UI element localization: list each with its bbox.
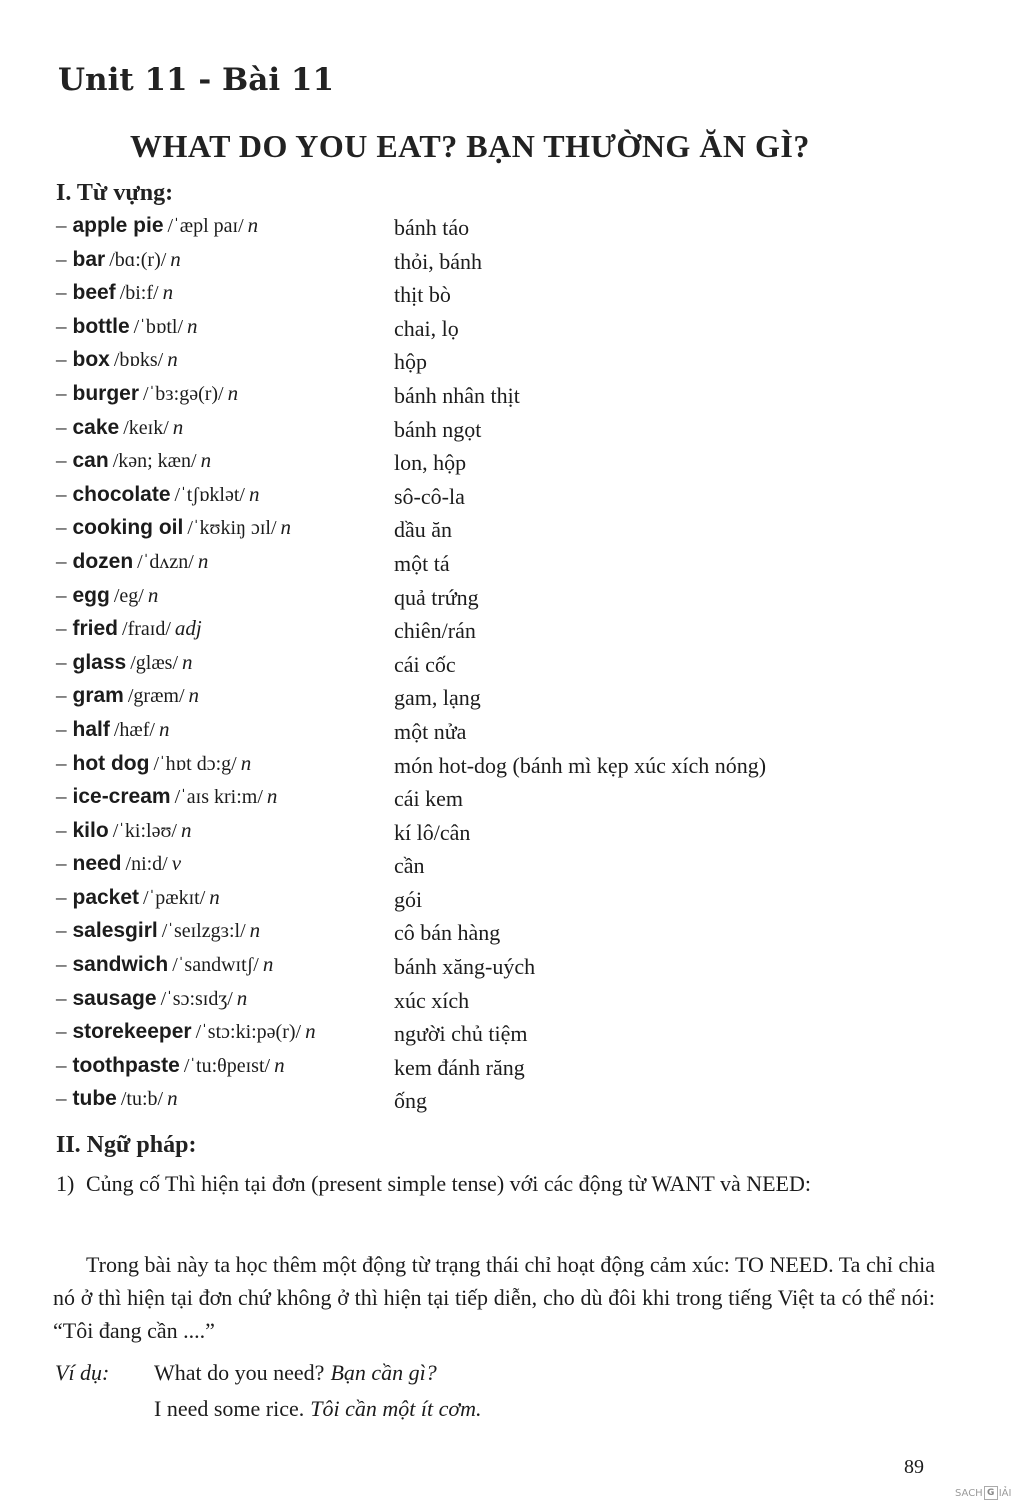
vocabulary-entry xyxy=(56,818,191,843)
vocabulary-pronunciation: /ˈaɪs kri:m/ xyxy=(174,786,263,809)
vocabulary-entry xyxy=(56,717,169,742)
vocabulary-meaning: bánh xăng-uých xyxy=(394,954,536,980)
vocabulary-meaning: thỏi, bánh xyxy=(394,248,482,274)
vocabulary-item xyxy=(56,918,956,952)
vocabulary-part-of-speech: n xyxy=(249,918,261,943)
vocabulary-entry xyxy=(56,1086,178,1111)
vocabulary-item xyxy=(56,549,956,583)
vocabulary-part-of-speech: v xyxy=(171,851,182,876)
list-dash: – xyxy=(56,817,67,842)
vocabulary-meaning: cần xyxy=(394,853,425,879)
list-dash: – xyxy=(56,784,67,809)
vocabulary-pronunciation: /græm/ xyxy=(127,685,185,708)
vocabulary-entry xyxy=(56,515,291,540)
vocabulary-part-of-speech: n xyxy=(182,649,193,674)
vocabulary-word: burger xyxy=(72,381,140,405)
vocabulary-part-of-speech: n xyxy=(167,347,178,372)
vocabulary-entry xyxy=(56,381,238,406)
vocabulary-part-of-speech: n xyxy=(227,380,239,405)
vocabulary-meaning: bánh táo xyxy=(394,215,470,240)
vocabulary-heading: I. Từ vựng: xyxy=(56,180,174,206)
vocabulary-entry xyxy=(56,347,178,372)
page-number: 89 xyxy=(904,1456,924,1478)
vocabulary-pronunciation: /keɪk/ xyxy=(123,416,169,439)
vocabulary-part-of-speech: n xyxy=(188,683,200,708)
vocabulary-word: ice-cream xyxy=(72,785,171,809)
vocabulary-entry xyxy=(56,213,258,238)
vocabulary-part-of-speech: n xyxy=(180,817,192,842)
vocabulary-word: can xyxy=(72,449,109,473)
vocabulary-item xyxy=(56,482,956,516)
example-english: I need some rice. xyxy=(154,1396,305,1421)
vocabulary-pronunciation: /ˈki:ləʊ/ xyxy=(112,819,177,842)
vocabulary-part-of-speech: n xyxy=(187,313,198,338)
vocabulary-entry xyxy=(56,851,181,876)
vocabulary-pronunciation: /ˈbɜ:gə(r)/ xyxy=(143,382,224,405)
vocabulary-item xyxy=(56,213,956,247)
vocabulary-item xyxy=(56,247,956,281)
vocabulary-pronunciation: /ˈtʃɒklət/ xyxy=(174,483,245,506)
vocabulary-pronunciation: /fraɪd/ xyxy=(122,618,171,641)
vocabulary-item xyxy=(56,683,956,717)
vocabulary-pronunciation: /eg/ xyxy=(113,584,144,607)
vocabulary-entry xyxy=(56,448,211,473)
vocabulary-item xyxy=(56,515,956,549)
vocabulary-item xyxy=(56,280,956,314)
vocabulary-part-of-speech: n xyxy=(262,952,274,977)
vocabulary-part-of-speech: n xyxy=(266,784,278,809)
vocabulary-pronunciation: /bɑ:(r)/ xyxy=(109,248,167,271)
vocabulary-word: fried xyxy=(72,617,119,641)
vocabulary-word: salesgirl xyxy=(72,919,158,943)
vocabulary-part-of-speech: n xyxy=(274,1052,285,1077)
vocabulary-pronunciation: /bɒks/ xyxy=(113,349,164,372)
vocabulary-entry xyxy=(56,784,277,809)
vocabulary-pronunciation: /ˈstɔ:ki:pə(r)/ xyxy=(195,1021,302,1044)
vocabulary-meaning: gói xyxy=(394,886,423,912)
lesson-title: WHAT DO YOU EAT? BẠN THƯỜNG ĂN GÌ? xyxy=(130,128,810,164)
vocabulary-item xyxy=(56,818,956,852)
vocabulary-word: cake xyxy=(72,415,120,439)
list-dash: – xyxy=(56,1086,67,1111)
vocabulary-word: chocolate xyxy=(72,482,171,506)
vocabulary-part-of-speech: n xyxy=(209,884,220,909)
list-dash: – xyxy=(56,448,67,473)
watermark-box-icon: G xyxy=(984,1486,998,1500)
unit-title: Unit 11 - Bài 11 xyxy=(58,62,335,98)
example-vietnamese: Bạn cần gì? xyxy=(330,1360,437,1385)
vocabulary-meaning: hộp xyxy=(394,349,427,375)
vocabulary-item xyxy=(56,347,956,381)
vocabulary-meaning: kí lô/cân xyxy=(394,819,471,845)
vocabulary-item xyxy=(56,415,956,449)
vocabulary-item xyxy=(56,952,956,986)
vocabulary-meaning: một nửa xyxy=(394,718,467,744)
vocabulary-pronunciation: /ˈsɔ:sɪdʒ/ xyxy=(160,987,233,1010)
vocabulary-meaning: người chủ tiệm xyxy=(394,1021,528,1047)
vocabulary-entry xyxy=(56,986,247,1011)
vocabulary-meaning: bánh nhân thịt xyxy=(394,382,520,408)
vocabulary-entry xyxy=(56,1053,285,1078)
list-dash: – xyxy=(56,716,67,741)
watermark-text-left: SACH xyxy=(955,1487,983,1499)
list-dash: – xyxy=(56,918,67,943)
example-line xyxy=(154,1396,482,1422)
example-vietnamese: Tôi cần một ít cơm. xyxy=(310,1396,482,1421)
vocabulary-part-of-speech: n xyxy=(172,414,184,439)
vocabulary-word: box xyxy=(72,348,110,372)
vocabulary-word: sandwich xyxy=(72,953,169,977)
vocabulary-part-of-speech: n xyxy=(162,280,174,305)
vocabulary-part-of-speech: n xyxy=(305,1019,316,1044)
vocabulary-meaning: cái kem xyxy=(394,786,464,812)
grammar-point xyxy=(56,1168,936,1199)
vocabulary-word: dozen xyxy=(72,549,134,573)
vocabulary-item xyxy=(56,650,956,684)
vocabulary-entry xyxy=(56,415,183,440)
vocabulary-item xyxy=(56,1086,956,1120)
vocabulary-part-of-speech: n xyxy=(247,213,259,237)
list-dash: – xyxy=(56,548,67,573)
list-dash: – xyxy=(56,750,67,775)
grammar-heading: II. Ngữ pháp: xyxy=(56,1132,197,1158)
vocabulary-word: need xyxy=(72,852,122,876)
vocabulary-word: gram xyxy=(72,684,124,708)
vocabulary-word: bottle xyxy=(72,314,130,338)
vocabulary-part-of-speech: n xyxy=(167,1086,178,1111)
vocabulary-item xyxy=(56,583,956,617)
vocabulary-word: storekeeper xyxy=(72,1020,192,1044)
list-dash: – xyxy=(56,213,67,237)
vocabulary-item xyxy=(56,314,956,348)
vocabulary-entry xyxy=(56,751,251,776)
vocabulary-item xyxy=(56,885,956,919)
vocabulary-meaning: một tá xyxy=(394,550,450,576)
vocabulary-meaning: sô-cô-la xyxy=(394,483,465,509)
vocabulary-pronunciation: /ˈbɒtl/ xyxy=(133,315,184,338)
vocabulary-entry xyxy=(56,650,193,675)
vocabulary-item xyxy=(56,448,956,482)
watermark-text-right: IẢI xyxy=(998,1487,1012,1499)
vocabulary-word: tube xyxy=(72,1087,117,1111)
vocabulary-part-of-speech: n xyxy=(200,448,212,473)
list-dash: – xyxy=(56,380,67,405)
example-label: Ví dụ: xyxy=(55,1360,110,1385)
vocabulary-entry xyxy=(56,683,199,708)
vocabulary-part-of-speech: n xyxy=(240,750,252,775)
vocabulary-list xyxy=(56,213,956,1120)
vocabulary-pronunciation: /kən; kæn/ xyxy=(112,450,197,473)
list-dash: – xyxy=(56,347,67,372)
vocabulary-part-of-speech: n xyxy=(170,246,181,271)
vocabulary-item xyxy=(56,616,956,650)
vocabulary-item xyxy=(56,1019,956,1053)
vocabulary-pronunciation: /glæs/ xyxy=(130,651,178,674)
list-dash: – xyxy=(56,884,67,909)
vocabulary-word: cooking oil xyxy=(72,516,184,540)
vocabulary-meaning: cái cốc xyxy=(394,651,456,677)
list-dash: – xyxy=(56,313,67,338)
vocabulary-meaning: bánh ngọt xyxy=(394,416,482,442)
vocabulary-entry xyxy=(56,280,173,305)
vocabulary-pronunciation: /ˈpækɪt/ xyxy=(143,886,206,909)
vocabulary-word: apple pie xyxy=(72,214,164,237)
vocabulary-part-of-speech: n xyxy=(248,481,260,506)
vocabulary-item xyxy=(56,381,956,415)
vocabulary-meaning: món hot-dog (bánh mì kẹp xúc xích nóng) xyxy=(394,752,767,778)
vocabulary-pronunciation: /ˈæpl paɪ/ xyxy=(167,215,244,237)
vocabulary-entry xyxy=(56,247,181,272)
vocabulary-item xyxy=(56,717,956,751)
list-dash: – xyxy=(56,952,67,977)
vocabulary-word: kilo xyxy=(72,818,109,842)
vocabulary-meaning: kem đánh răng xyxy=(394,1054,525,1080)
vocabulary-pronunciation: /hæf/ xyxy=(113,718,155,741)
vocabulary-item xyxy=(56,751,956,785)
vocabulary-item xyxy=(56,1053,956,1087)
vocabulary-word: bar xyxy=(72,247,106,271)
grammar-paragraph: Trong bài này ta học thêm một động từ trạng thái chỉ hoạt động cảm xúc: TO NEED. Ta chỉ chia nó ở thì hiện tại đơn chứ không ở thì hiện tại tiếp diễn, cho dù đôi khi trong tiếng Việt ta có thể nói: “Tôi đang cần ....” xyxy=(53,1252,935,1343)
vocabulary-word: packet xyxy=(72,885,140,909)
vocabulary-word: half xyxy=(72,717,110,741)
vocabulary-entry xyxy=(56,583,158,608)
example-line xyxy=(154,1360,437,1386)
vocabulary-meaning: quả trứng xyxy=(394,584,479,610)
list-dash: – xyxy=(56,683,67,708)
vocabulary-entry xyxy=(56,616,202,641)
vocabulary-pronunciation: /ˈdʌzn/ xyxy=(137,550,194,573)
vocabulary-meaning: chiên/rán xyxy=(394,618,476,644)
example-english: What do you need? xyxy=(154,1360,325,1385)
list-dash: – xyxy=(56,280,67,305)
watermark-logo xyxy=(955,1486,1011,1500)
vocabulary-part-of-speech: n xyxy=(197,548,209,573)
vocabulary-entry xyxy=(56,885,220,910)
vocabulary-pronunciation: /ˈseɪlzgɜ:l/ xyxy=(161,920,246,943)
list-dash: – xyxy=(56,851,67,876)
vocabulary-word: egg xyxy=(72,583,110,607)
vocabulary-part-of-speech: n xyxy=(147,582,159,607)
list-dash: – xyxy=(56,582,67,607)
list-dash: – xyxy=(56,1019,67,1044)
vocabulary-pronunciation: /ˈhɒt dɔ:g/ xyxy=(153,752,237,775)
vocabulary-meaning: thịt bò xyxy=(394,282,451,308)
vocabulary-entry xyxy=(56,918,260,943)
vocabulary-pronunciation: /tu:b/ xyxy=(120,1088,164,1111)
vocabulary-word: hot dog xyxy=(72,751,150,775)
list-dash: – xyxy=(56,414,67,439)
vocabulary-word: beef xyxy=(72,281,116,305)
vocabulary-pronunciation: /ˈkʊkiŋ ɔɪl/ xyxy=(187,517,277,540)
vocabulary-entry xyxy=(56,314,198,339)
vocabulary-meaning: dầu ăn xyxy=(394,517,453,543)
list-dash: – xyxy=(56,515,67,540)
vocabulary-part-of-speech: n xyxy=(280,515,292,540)
grammar-point-text: Củng cố Thì hiện tại đơn (present simple tense) với các động từ WANT và NEED: xyxy=(86,1171,811,1196)
vocabulary-part-of-speech: adj xyxy=(174,616,202,641)
grammar-point-number: 1) xyxy=(56,1171,75,1196)
list-dash: – xyxy=(56,985,67,1010)
vocabulary-word: toothpaste xyxy=(72,1053,180,1077)
vocabulary-word: sausage xyxy=(72,986,157,1010)
vocabulary-pronunciation: /ˈsandwɪtʃ/ xyxy=(172,954,259,977)
vocabulary-item xyxy=(56,784,956,818)
vocabulary-entry xyxy=(56,1019,316,1044)
list-dash: – xyxy=(56,481,67,506)
vocabulary-item xyxy=(56,986,956,1020)
vocabulary-meaning: xúc xích xyxy=(394,987,470,1013)
vocabulary-part-of-speech: n xyxy=(158,716,170,741)
vocabulary-meaning: gam, lạng xyxy=(394,685,481,711)
vocabulary-part-of-speech: n xyxy=(236,985,248,1010)
vocabulary-pronunciation: /bi:f/ xyxy=(119,282,159,305)
list-dash: – xyxy=(56,1052,67,1077)
vocabulary-meaning: ống xyxy=(394,1088,427,1114)
vocabulary-entry xyxy=(56,952,273,977)
vocabulary-entry xyxy=(56,482,259,507)
vocabulary-entry xyxy=(56,549,208,574)
vocabulary-item xyxy=(56,851,956,885)
list-dash: – xyxy=(56,246,67,271)
vocabulary-meaning: lon, hộp xyxy=(394,450,467,476)
vocabulary-meaning: cô bán hàng xyxy=(394,920,501,946)
vocabulary-meaning: chai, lọ xyxy=(394,315,459,341)
vocabulary-pronunciation: /ˈtu:θpeɪst/ xyxy=(183,1054,271,1077)
list-dash: – xyxy=(56,649,67,674)
vocabulary-word: glass xyxy=(72,650,127,674)
list-dash: – xyxy=(56,616,67,641)
vocabulary-pronunciation: /ni:d/ xyxy=(125,853,168,876)
